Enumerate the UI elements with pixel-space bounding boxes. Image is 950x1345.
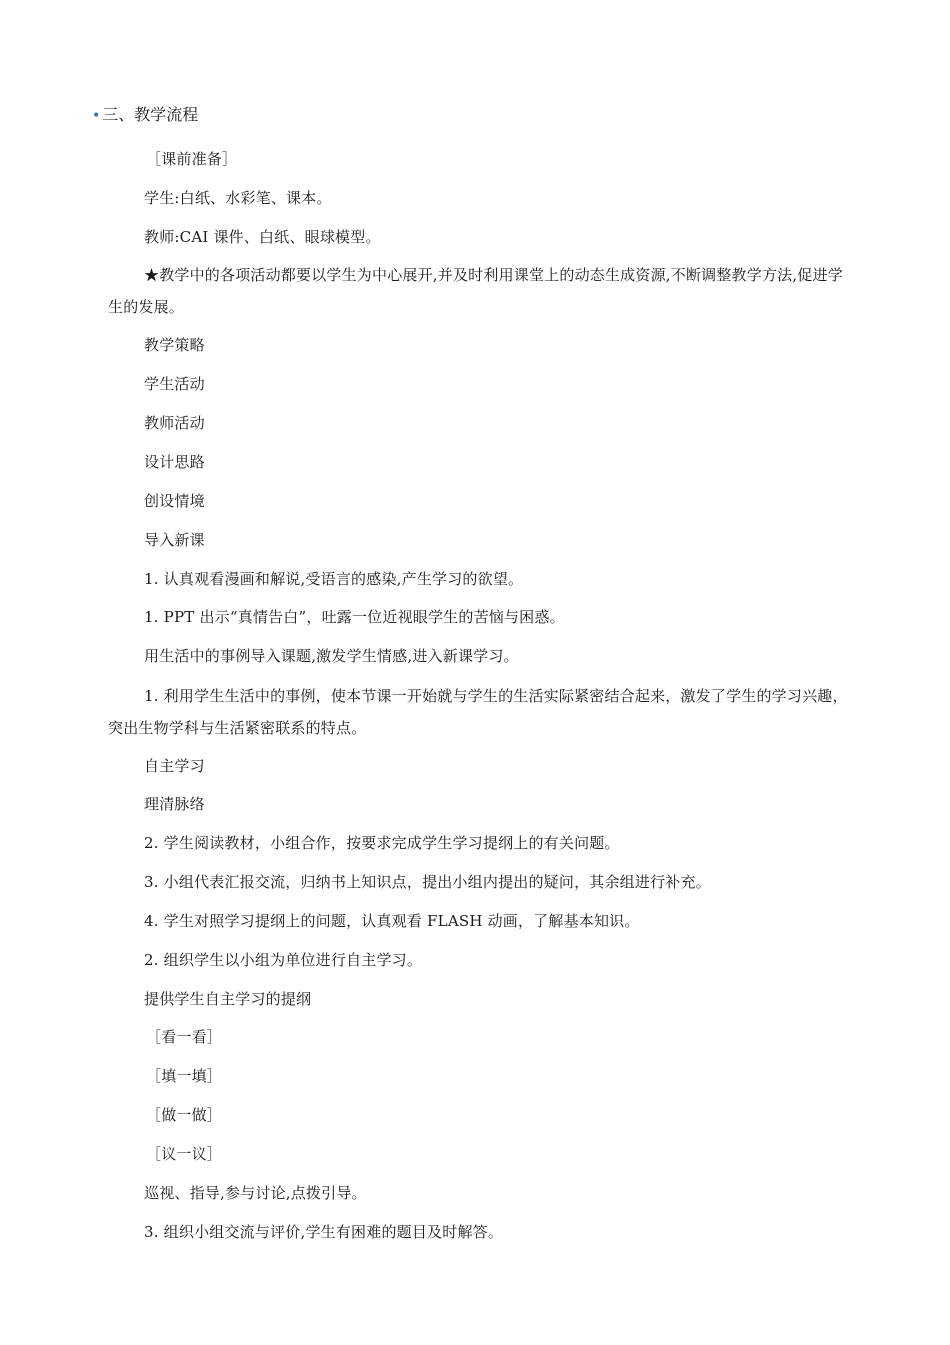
list-item: 3. 小组代表汇报交流，归纳书上知识点，提出小组内提出的疑问，其余组进行补充。 xyxy=(144,873,711,891)
create-scene-label: 创设情境 xyxy=(144,492,205,510)
discuss-label: ［议一议］ xyxy=(146,1145,223,1163)
design-label: 设计思路 xyxy=(144,453,205,471)
section-heading xyxy=(92,104,198,127)
look-label: ［看一看］ xyxy=(146,1028,223,1046)
teacher-materials: 教师:CAI 课件、白纸、眼球模型。 xyxy=(144,228,381,246)
life-example-text: 用生活中的事例导入课题,激发学生情感,进入新课学习。 xyxy=(144,647,519,665)
outline-label: 提供学生自主学习的提纲 xyxy=(144,990,312,1008)
list-item: 1. PPT 出示“真情告白”，吐露一位近视眼学生的苦恼与困惑。 xyxy=(144,608,565,626)
patrol-text: 巡视、指导,参与讨论,点拨引导。 xyxy=(144,1184,367,1202)
list-item: 4. 学生对照学习提纲上的问题，认真观看 FLASH 动画，了解基本知识。 xyxy=(144,912,640,930)
section-title: 三、教学流程 xyxy=(102,105,199,124)
self-study-label: 自主学习 xyxy=(144,757,205,775)
list-item: 1. 认真观看漫画和解说,受语言的感染,产生学习的欲望。 xyxy=(144,570,524,588)
list-item: 2. 学生阅读教材，小组合作，按要求完成学生学习提纲上的有关问题。 xyxy=(144,834,620,852)
do-label: ［做一做］ xyxy=(146,1106,223,1124)
student-activity-label: 学生活动 xyxy=(144,375,205,393)
list-item: 3. 组织小组交流与评价,学生有困难的题目及时解答。 xyxy=(144,1223,504,1241)
note-paragraph: ★教学中的各项活动都要以学生为中心展开,并及时利用课堂上的动态生成资源,不断调整教学方法,促进学生的发展。 xyxy=(108,266,843,316)
list-item: 2. 组织学生以小组为单位进行自主学习。 xyxy=(144,951,423,969)
design-paragraph: 1. 利用学生生活中的事例，使本节课一开始就与学生的生活实际紧密结合起来，激发了学生的学习兴趣，突出生物学科与生活紧密联系的特点。 xyxy=(108,687,848,737)
fill-label: ［填一填］ xyxy=(146,1067,223,1085)
teacher-activity-label: 教师活动 xyxy=(144,414,205,432)
intro-label: 导入新课 xyxy=(144,531,205,549)
strategy-label: 教学策略 xyxy=(144,336,205,354)
prep-label: ［课前准备］ xyxy=(146,150,238,168)
students-materials: 学生:白纸、水彩笔、课本。 xyxy=(144,189,332,207)
clarify-label: 理清脉络 xyxy=(144,795,205,813)
bullet-icon: • xyxy=(92,108,101,124)
